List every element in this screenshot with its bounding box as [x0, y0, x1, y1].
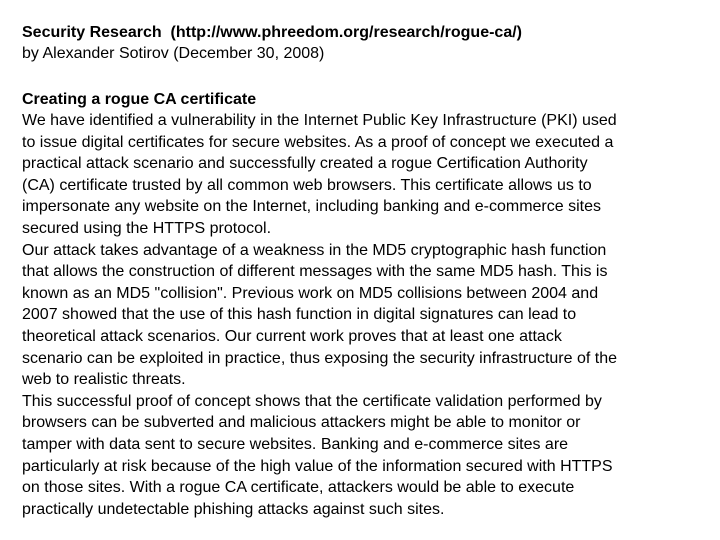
source-label: Security Research [22, 24, 162, 41]
body-line: tamper with data sent to secure websites. Banking and e-commerce sites are [22, 435, 569, 453]
article-title: Creating a rogue CA certificate [22, 91, 257, 108]
body-line: that allows the construction of different messages with the same MD5 hash. This is [22, 263, 608, 281]
body-line: browsers can be subverted and malicious attackers might be able to monitor or [22, 414, 581, 432]
source-line [22, 22, 702, 43]
byline: by Alexander Sotirov (December 30, 2008) [22, 45, 325, 62]
body-line: We have identified a vulnerability in the Internet Public Key Infrastructure (PKI) used [22, 112, 617, 129]
body-line: theoretical attack scenarios. Our current work proves that at least one attack [22, 327, 562, 345]
body-line: practically undetectable phishing attacks against such sites. [22, 500, 445, 518]
body-line: particularly at risk because of the high value of the information secured with HTTPS [22, 457, 613, 475]
body-line: web to realistic threats. [22, 371, 186, 389]
body-line: practical attack scenario and successfully created a rogue Certification Authority [22, 155, 588, 173]
body-line: known as an MD5 "collision". Previous work on MD5 collisions between 2004 and [22, 284, 599, 302]
body-line: secured using the HTTPS protocol. [22, 219, 272, 237]
document-page [22, 22, 702, 520]
article-body [22, 110, 702, 520]
body-line: Our attack takes advantage of a weakness in the MD5 cryptographic hash function [22, 241, 607, 259]
body-line: impersonate any website on the Internet, including banking and e-commerce sites [22, 198, 601, 216]
body-line: scenario can be exploited in practice, thus exposing the security infrastructure of the [22, 349, 617, 367]
body-line: 2007 showed that the use of this hash function in digital signatures can lead to [22, 306, 577, 324]
section-spacer [22, 64, 702, 89]
body-line: to issue digital certificates for secure websites. As a proof of concept we executed a [22, 133, 614, 151]
body-line: This successful proof of concept shows that the certificate validation performed by [22, 392, 602, 410]
body-line: (CA) certificate trusted by all common web browsers. This certificate allows us to [22, 176, 592, 194]
body-line: on those sites. With a rogue CA certificate, attackers would be able to execute [22, 479, 575, 497]
source-url: (http://www.phreedom.org/research/rogue-ca/) [170, 24, 522, 41]
